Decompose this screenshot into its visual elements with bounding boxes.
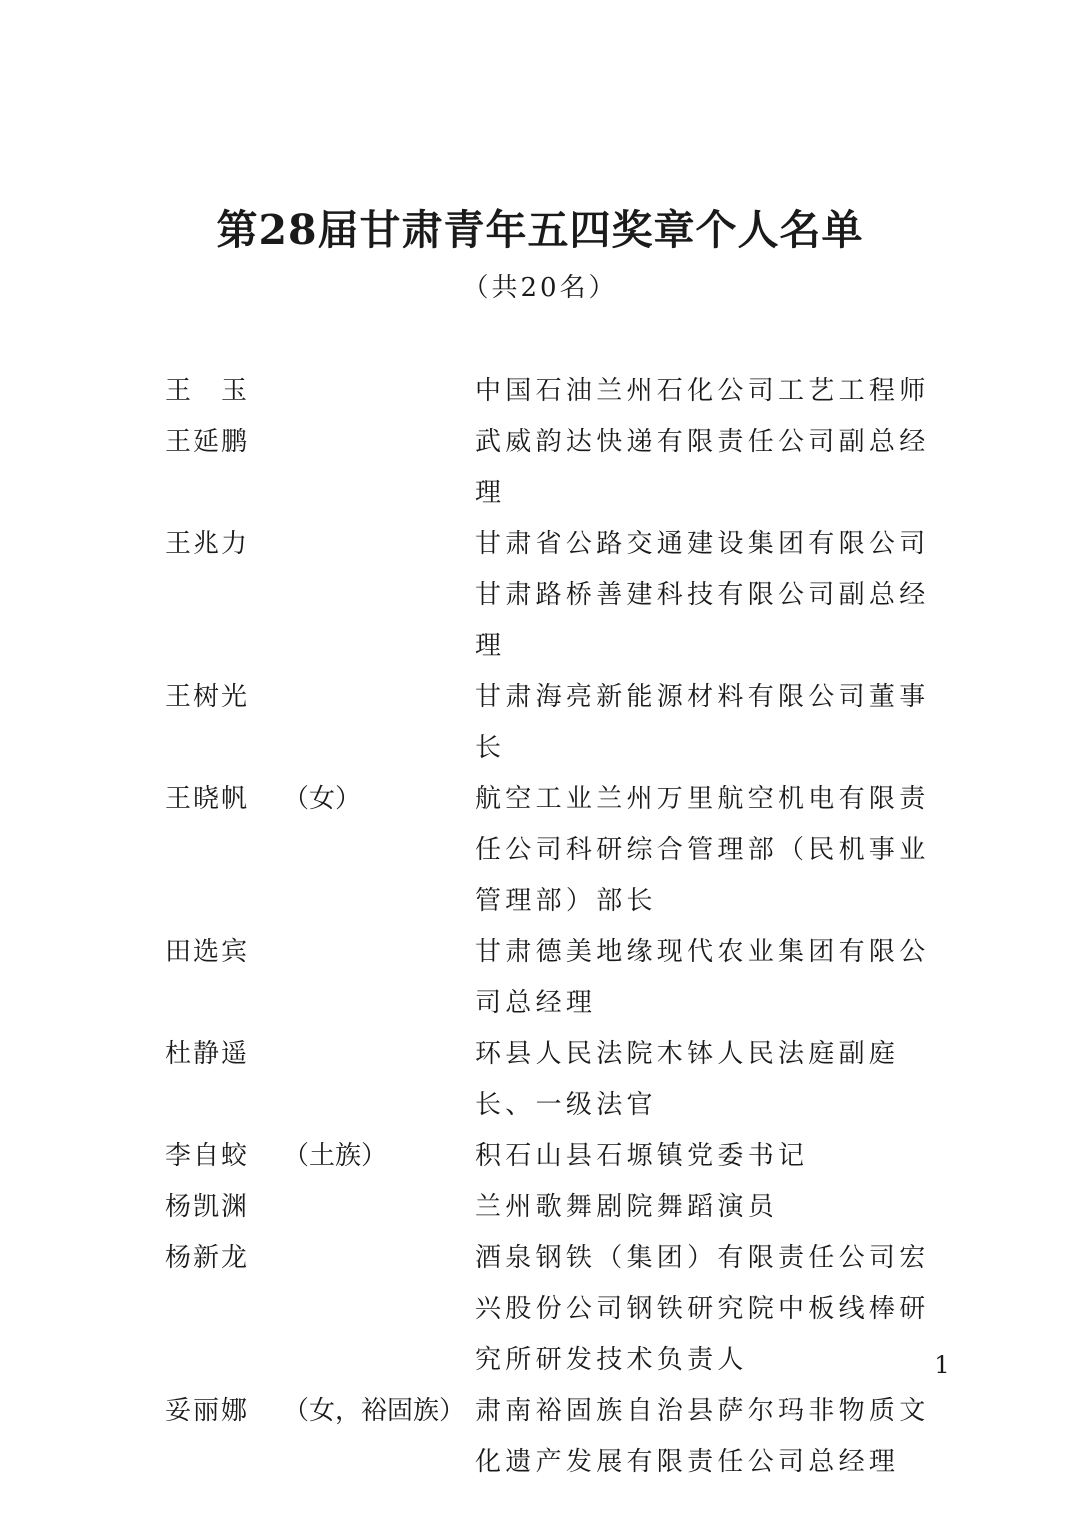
awardee-note: （土族） — [283, 1141, 388, 1171]
awardee-organization: 环县人民法院木钵人民法庭副庭长、一级法官 — [475, 1039, 900, 1120]
awardee-note: （女，裕固族） — [283, 1396, 466, 1426]
awardee-organization: 兰州歌舞剧院舞蹈演员 — [475, 1192, 779, 1222]
awardee-organization: 肃南裕固族自治县萨尔玛非物质文化遗产发展有限责任公司总经理 — [475, 1396, 930, 1477]
awardee-organization: 甘肃省公路交通建设集团有限公司甘肃路桥善建科技有限公司副总经理 — [475, 529, 930, 661]
awardee-name: 杜静遥 — [165, 1039, 250, 1069]
list-item — [165, 927, 965, 1029]
awardee-name: 王树光 — [165, 682, 250, 712]
awardee-organization: 武威韵达快递有限责任公司副总经理 — [475, 427, 930, 508]
awardee-name: 王延鹏 — [165, 427, 250, 457]
awardee-note — [283, 1029, 475, 1131]
document-subtitle: （共20名） — [462, 273, 618, 303]
list-item — [165, 366, 965, 417]
awardee-note — [283, 927, 475, 1029]
awardee-name: 王晓帆 — [165, 784, 250, 814]
awardee-name: 王 玉 — [165, 376, 250, 406]
awardee-name: 杨新龙 — [165, 1243, 250, 1273]
list-item — [165, 1386, 965, 1488]
awardee-note — [283, 672, 475, 774]
awardee-name: 妥丽娜 — [165, 1396, 250, 1426]
document-title: 第28届甘肃青年五四奖章个人名单 — [216, 206, 864, 254]
awardee-organization: 甘肃德美地缘现代农业集团有限公司总经理 — [475, 937, 930, 1018]
awardee-name: 田选宾 — [165, 937, 250, 967]
page-number: 1 — [934, 1351, 950, 1379]
list-item — [165, 1182, 965, 1233]
list-item — [165, 1029, 965, 1131]
list-item — [165, 672, 965, 774]
awardee-organization: 酒泉钢铁（集团）有限责任公司宏兴股份公司钢铁研究院中板线棒研究所研发技术负责人 — [475, 1243, 930, 1375]
awardee-name: 李自蛟 — [165, 1141, 250, 1171]
awardee-note — [283, 1182, 475, 1233]
list-item — [165, 774, 965, 927]
awardee-organization: 甘肃海亮新能源材料有限公司董事长 — [475, 682, 930, 763]
awardee-organization: 积石山县石塬镇党委书记 — [475, 1141, 809, 1171]
awardee-organization: 航空工业兰州万里航空机电有限责任公司科研综合管理部（民机事业管理部）部长 — [475, 784, 930, 916]
awardee-note — [283, 417, 475, 519]
awardee-note: （女） — [283, 784, 362, 814]
awardee-list — [165, 366, 965, 1488]
awardee-name: 杨凯渊 — [165, 1192, 250, 1222]
list-item — [165, 519, 965, 672]
awardee-name: 王兆力 — [165, 529, 250, 559]
awardee-note — [283, 519, 475, 672]
list-item — [165, 1131, 965, 1182]
awardee-note — [283, 1233, 475, 1386]
awardee-note — [283, 366, 475, 417]
list-item — [165, 417, 965, 519]
list-item — [165, 1233, 965, 1386]
awardee-organization: 中国石油兰州石化公司工艺工程师 — [475, 376, 930, 406]
